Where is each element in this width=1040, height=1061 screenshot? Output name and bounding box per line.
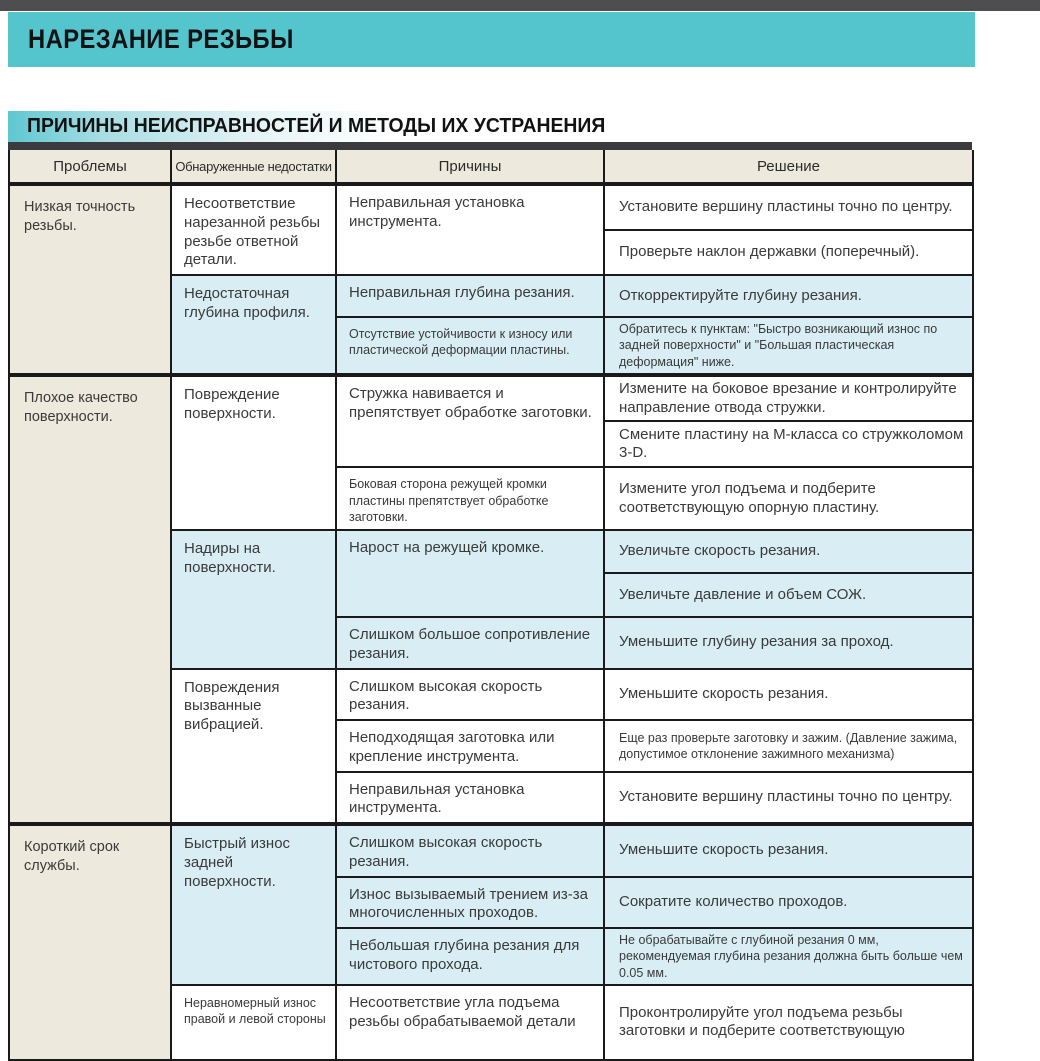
cause-cell: Слишком большое сопротивление резания.	[336, 617, 604, 669]
col-header-defects: Обнаруженные недостатки	[171, 150, 336, 184]
col-header-causes: Причины	[336, 150, 604, 184]
defect-cell: Неравномерный износ правой и левой стороны	[171, 985, 336, 1060]
solution-cell: Установите вершину пластины точно по центру.	[604, 184, 973, 230]
cause-cell: Неправильная установка инструмента.	[336, 772, 604, 825]
cause-cell: Неправильная установка инструмента.	[336, 184, 604, 275]
defect-cell: Недостаточная глубина профиля.	[171, 275, 336, 375]
table-row	[9, 375, 973, 422]
cause-cell: Слишком высокая скорость резания.	[336, 669, 604, 721]
document-title-band	[8, 12, 975, 67]
solution-cell: Сократите количество проходов.	[604, 877, 973, 929]
top-dark-bar	[0, 0, 1040, 11]
section-underline-bar	[8, 142, 972, 150]
solution-cell: Проконтролируйте угол подъема резьбы заготовки и подберите соответствующую	[604, 985, 973, 1060]
solution-cell: Откорректируйте глубину резания.	[604, 275, 973, 317]
solution-cell: Обратитесь к пунктам: "Быстро возникающий износ по задней поверхности" и "Большая пластическая деформация" ниже.	[604, 317, 973, 375]
cause-cell: Небольшая глубина резания для чистового прохода.	[336, 928, 604, 985]
cause-cell: Отсутствие устойчивости к износу или пластической деформации пластины.	[336, 317, 604, 375]
defect-cell: Быстрый износ задней поверхности.	[171, 824, 336, 985]
solution-cell: Уменьшите скорость резания.	[604, 824, 973, 877]
table-header-row	[9, 150, 973, 184]
page-title: НАРЕЗАНИЕ РЕЗЬБЫ	[28, 24, 294, 54]
cause-cell: Износ вызываемый трением из-за многочисленных проходов.	[336, 877, 604, 929]
solution-cell: Увеличьте давление и объем СОЖ.	[604, 573, 973, 617]
table-row	[9, 824, 973, 877]
solution-cell: Уменьшите глубину резания за проход.	[604, 617, 973, 669]
col-header-problems: Проблемы	[9, 150, 171, 184]
col-header-solutions: Решение	[604, 150, 973, 184]
solution-cell: Не обрабатывайте с глубиной резания 0 мм, рекомендуемая глубина резания должна быть больше чем 0.05 мм.	[604, 928, 973, 985]
solution-cell: Увеличьте скорость резания.	[604, 530, 973, 573]
problem-cell: Плохое качество поверхности.	[9, 375, 171, 824]
table-row	[9, 184, 973, 230]
troubleshooting-table	[8, 150, 974, 1061]
cause-cell: Слишком высокая скорость резания.	[336, 824, 604, 877]
cause-cell: Неподходящая заготовка или крепление инструмента.	[336, 720, 604, 772]
solution-cell: Проверьте наклон державки (поперечный).	[604, 230, 973, 276]
solution-cell: Измените на боковое врезание и контролируйте направление отвода стружки.	[604, 375, 973, 422]
solution-cell: Измените угол подъема и подберите соответствующую опорную пластину.	[604, 467, 973, 530]
defect-cell: Повреждение поверхности.	[171, 375, 336, 530]
solution-cell: Установите вершину пластины точно по центру.	[604, 772, 973, 825]
solution-cell: Еще раз проверьте заготовку и зажим. (Давление зажима, допустимое отклонение зажимного механизма)	[604, 720, 973, 772]
cause-cell: Неправильная глубина резания.	[336, 275, 604, 317]
problem-cell: Короткий срок службы.	[9, 824, 171, 1060]
cause-cell: Несоответствие угла подъема резьбы обрабатываемой детали	[336, 985, 604, 1060]
section-title-band	[8, 111, 972, 142]
section-title: ПРИЧИНЫ НЕИСПРАВНОСТЕЙ И МЕТОДЫ ИХ УСТРАНЕНИЯ	[27, 115, 606, 137]
defect-cell: Повреждения вызванные вибрацией.	[171, 669, 336, 825]
defect-cell: Надиры на поверхности.	[171, 530, 336, 669]
cause-cell: Нарост на режущей кромке.	[336, 530, 604, 617]
cause-cell: Боковая сторона режущей кромки пластины препятствует обработке заготовки.	[336, 467, 604, 530]
cause-cell: Стружка навивается и препятствует обработке заготовки.	[336, 375, 604, 468]
problem-cell: Низкая точность резьбы.	[9, 184, 171, 375]
defect-cell: Несоответствие нарезанной резьбы резьбе ответной детали.	[171, 184, 336, 275]
solution-cell: Уменьшите скорость резания.	[604, 669, 973, 721]
solution-cell: Смените пластину на М-класса со стружколомом 3-D.	[604, 421, 973, 467]
